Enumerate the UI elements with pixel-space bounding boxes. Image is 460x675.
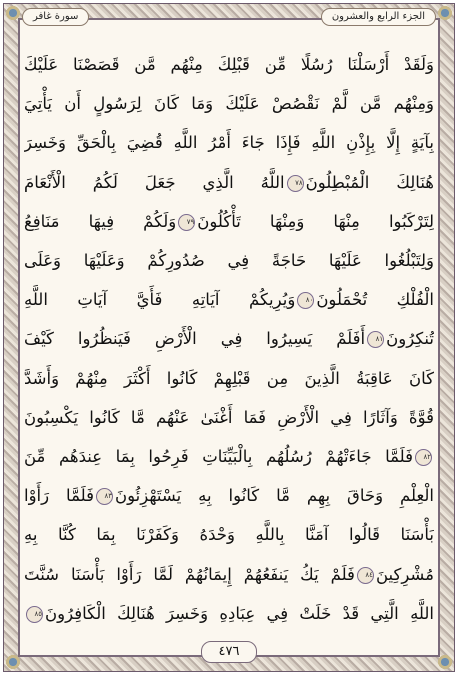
verse-text: تُنكِرُونَ	[386, 329, 434, 349]
ayah-number-marker: ٨٣	[96, 488, 113, 505]
verse-text: كَانَ عَاقِبَةُ الَّذِينَ مِن قَبْلِهِمْ كَانُوا أَكْثَرَ مِنْهُمْ وَأَشَدَّ	[24, 368, 434, 388]
verse-text: اللَّهِ الَّتِي قَدْ خَلَتْ فِي عِبَادِهِ وَخَسِرَ هُنَالِكَ الْكَافِرُونَ	[45, 603, 434, 623]
page-number: ٤٧٦	[201, 641, 257, 663]
text-line	[24, 124, 434, 162]
quran-text	[24, 46, 434, 627]
verse-text: وَلَقَدْ أَرْسَلْنَا رُسُلًا مِّن قَبْلِكَ مِنْهُم مَّن قَصَصْنَا عَلَيْكَ	[24, 55, 434, 74]
verse-text: لِتَرْكَبُوا مِنْهَا وَمِنْهَا تَأْكُلُونَ	[197, 211, 434, 231]
text-line	[24, 203, 434, 241]
page-frame	[3, 3, 455, 672]
verse-text: الْفُلْكِ تُحْمَلُونَ	[316, 290, 434, 310]
text-line	[24, 556, 434, 594]
verse-text: بِآيَةٍ إِلَّا بِإِذْنِ اللَّهِ فَإِذَا جَاءَ أَمْرُ اللَّهِ قُضِيَ بِالْحَقِّ وَخَسِرَ	[24, 133, 434, 153]
verse-text: فَلَمَّا جَاءَتْهُمْ رُسُلُهُم بِالْبَيِّنَاتِ فَرِحُوا بِمَا عِندَهُم مِّنَ	[24, 447, 413, 466]
page-header	[22, 6, 436, 28]
ayah-number-marker: ٨١	[367, 331, 384, 348]
verse-text: الْعِلْمِ وَحَاقَ بِهِم مَّا كَانُوا بِهِ يَسْتَهْزِئُونَ	[114, 486, 434, 506]
text-line	[24, 46, 434, 84]
ayah-number-marker: ٨٢	[415, 449, 432, 466]
text-line	[24, 320, 434, 358]
verse-text: وَلِتَبْلُغُوا عَلَيْهَا حَاجَةً فِي صُدُورِكُمْ وَعَلَيْهَا وَعَلَى	[24, 251, 434, 270]
verse-text: قُوَّةً وَآثَارًا فِي الْأَرْضِ فَمَا أَغْنَىٰ عَنْهُم مَّا كَانُوا يَكْسِبُونَ	[24, 407, 434, 427]
corner-ornament	[436, 653, 454, 671]
ayah-number-marker: ٧٩	[178, 214, 195, 231]
text-line	[24, 281, 434, 319]
verse-text: فَلَمَّا رَأَوْا	[24, 486, 94, 506]
verse-text: هُنَالِكَ الْمُبْطِلُونَ	[305, 172, 434, 192]
verse-text: وَيُرِيكُمْ آيَاتِهِ فَأَيَّ آيَاتِ اللَّهِ	[24, 290, 296, 310]
text-line	[24, 85, 434, 123]
verse-text: وَمِنْهُم مَّن لَّمْ نَقْصُصْ عَلَيْكَ وَمَا كَانَ لِرَسُولٍ أَن يَأْتِيَ	[24, 94, 434, 114]
ayah-number-marker: ٨٤	[357, 567, 374, 584]
text-line	[24, 242, 434, 280]
juz-name: الجزء الرابع والعشرون	[321, 8, 436, 26]
corner-ornament	[4, 653, 22, 671]
verse-text: أَفَلَمْ يَسِيرُوا فِي الْأَرْضِ فَيَنظُرُوا كَيْفَ	[24, 329, 366, 349]
text-line	[24, 164, 434, 202]
ayah-number-marker: ٨٠	[297, 292, 314, 309]
text-line	[24, 438, 434, 476]
text-line	[24, 595, 434, 633]
surah-name: سورة غافر	[22, 8, 89, 26]
ayah-number-marker: ٧٨	[287, 175, 304, 192]
verse-text: وَلَكُمْ فِيهَا مَنَافِعُ	[24, 211, 177, 231]
text-line	[24, 360, 434, 398]
text-line	[24, 477, 434, 515]
ayah-number-marker: ٨٥	[26, 606, 43, 623]
corner-ornament	[436, 4, 454, 22]
verse-text: مُشْرِكِينَ	[375, 564, 434, 584]
text-line	[24, 399, 434, 437]
corner-ornament	[4, 4, 22, 22]
verse-text: بَأْسَنَا قَالُوا آمَنَّا بِاللَّهِ وَحْدَهُ وَكَفَرْنَا بِمَا كُنَّا بِهِ	[24, 525, 434, 545]
text-line	[24, 516, 434, 554]
verse-text: اللَّهُ الَّذِي جَعَلَ لَكُمُ الْأَنْعَامَ	[24, 172, 285, 192]
verse-text: فَلَمْ يَكُ يَنفَعُهُمْ إِيمَانُهُمْ لَمَّا رَأَوْا بَأْسَنَا سُنَّتَ	[24, 564, 355, 584]
